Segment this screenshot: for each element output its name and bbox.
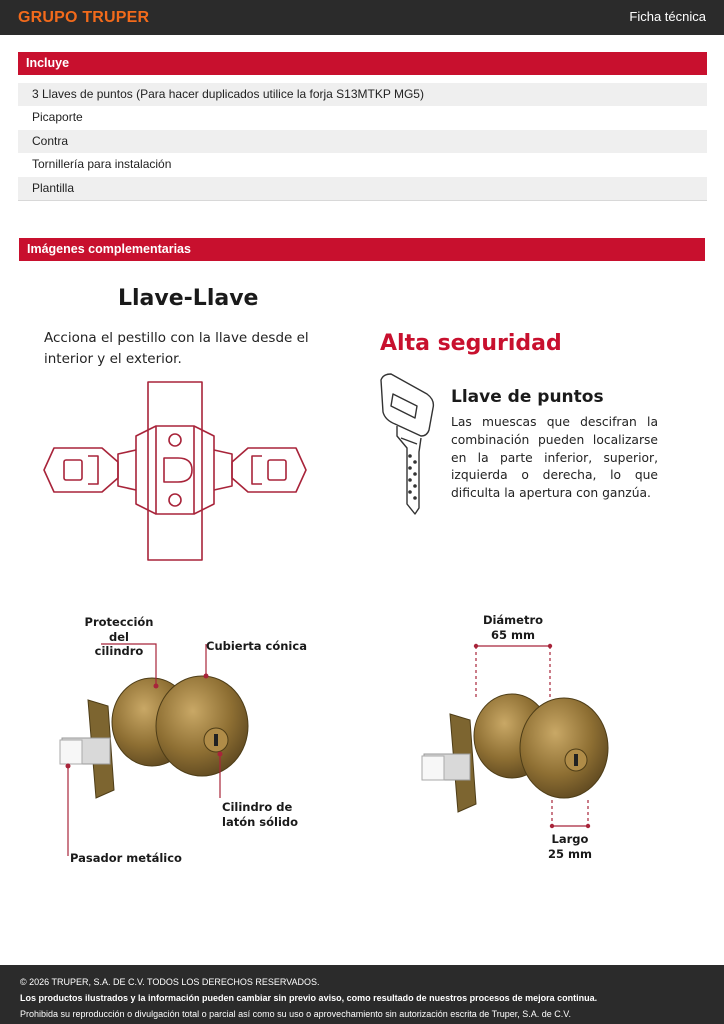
length-label: Largo 25 mm [548,832,592,861]
dimple-key-subtitle: Llave de puntos [451,387,604,407]
footer-notice: Los productos ilustrados y la información pueden cambiar sin previo aviso, como resultado de nuestros procesos de mejora continua. [20,993,598,1003]
list-item: Tornillería para instalación [32,157,172,172]
top-bar [0,0,724,35]
conical-cover-label: Cubierta cónica [206,639,307,653]
includes-list [18,83,707,201]
footer-copyright: © 2026 TRUPER, S.A. DE C.V. TODOS LOS DERECHOS RESERVADOS. [20,977,320,987]
list-item: Plantilla [18,177,707,200]
high-security-title: Alta seguridad [380,331,562,356]
brass-cylinder-label: Cilindro de latón sólido [222,800,299,829]
dimple-key-description: Las muescas que descifran la combinación pueden localizarse en la parte inferior, superior, izquierda o derecha, lo que dificulta la apertura con ganzúa. [451,415,658,501]
llave-llave-title: Llave-Llave [118,286,259,311]
llave-llave-description: Acciona el pestillo con la llave desde el interior y el exterior. [44,330,309,367]
footer [0,965,724,1024]
complementary-images-header: Imágenes complementarias [19,238,705,261]
metal-bolt-label: Pasador metálico [70,851,182,865]
deadbolt-dimensions-illustration [420,640,620,830]
diameter-label: Diámetro 65 mm [482,613,544,642]
document-type: Ficha técnica [629,9,706,24]
includes-header: Incluye [18,52,707,75]
list-item: Contra [18,130,707,153]
list-item: Picaporte [32,110,83,125]
brand-logo: GRUPO TRUPER [18,9,150,26]
cylinder-protection-label: Protección del cilindro [84,615,154,658]
footer-legal: Prohibida su reproducción o divulgación total o parcial así como su uso o aprovechamiento sin autorización escrita de Truper, S.A. de C.V. [20,1009,571,1019]
double-cylinder-diagram [40,378,312,562]
list-item: 3 Llaves de puntos (Para hacer duplicados utilice la forja S13MTKP MG5) [18,83,707,106]
dimple-key-icon [377,372,439,516]
